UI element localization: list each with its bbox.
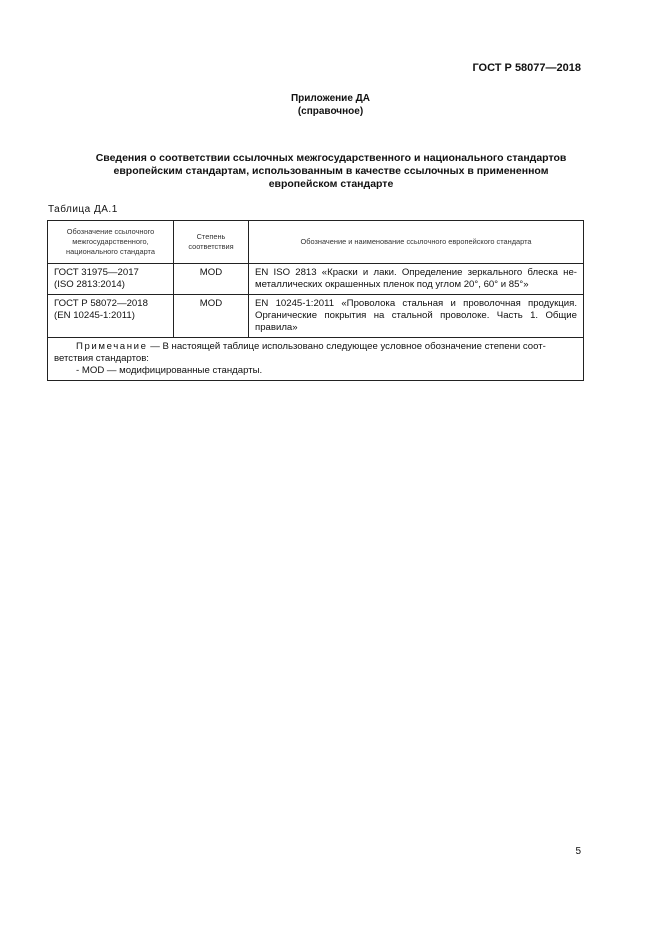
note-text: — В настоящей таблице использовано следующее условное обозначение степени соот-ветствия стандартов: [54, 341, 546, 364]
section-title [48, 152, 614, 191]
header-european-standard: Обозначение и наименование ссылочного европейского стандарта [249, 221, 584, 264]
table-row [48, 295, 584, 338]
national-standard-cell [48, 264, 174, 295]
standard-equivalent: (EN 10245-1:2011) [54, 310, 135, 321]
section-title-line: европейском стандарте [268, 178, 394, 190]
european-standard-cell: EN ISO 2813 «Краски и лаки. Определение зеркального блеска не-металлических окрашенных пленок под углом 20°, 60° и 85°» [249, 264, 584, 295]
header-national-standard: Обозначение ссылочного межгосударственного, национального стандарта [48, 221, 174, 264]
section-title-line: Сведения о соответствии ссылочных межгосударственного и национального стандартов [95, 152, 567, 164]
standard-equivalent: (ISO 2813:2014) [54, 279, 125, 290]
standard-designation: ГОСТ 31975—2017 [54, 267, 139, 278]
standard-designation: ГОСТ Р 58072—2018 [54, 298, 148, 309]
degree-cell: MOD [174, 295, 249, 338]
header-degree: Степень соответствия [174, 221, 249, 264]
note-item: - MOD — модифицированные стандарты. [76, 365, 263, 376]
degree-cell: MOD [174, 264, 249, 295]
appendix-heading [0, 92, 661, 118]
note-label: Примечание [76, 341, 148, 352]
table-caption: Таблица ДА.1 [48, 204, 118, 215]
section-title-line: европейским стандартам, использованным в качестве ссылочных в примененном [113, 165, 549, 177]
national-standard-cell [48, 295, 174, 338]
reference-table [47, 220, 584, 381]
european-standard-cell: EN 10245-1:2011 «Проволока стальная и проволочная продукция. Органические покрытия на стальной проволоке. Часть 1. Общие правила» [249, 295, 584, 338]
table-header-row [48, 221, 584, 264]
note-paragraph [54, 341, 577, 365]
appendix-subtitle: (справочное) [297, 106, 364, 117]
document-code: ГОСТ Р 58077—2018 [472, 62, 581, 74]
table-row [48, 264, 584, 295]
table-note [48, 338, 584, 381]
table-note-row [48, 338, 584, 381]
appendix-title: Приложение ДА [290, 93, 371, 104]
page-number: 5 [575, 846, 581, 857]
